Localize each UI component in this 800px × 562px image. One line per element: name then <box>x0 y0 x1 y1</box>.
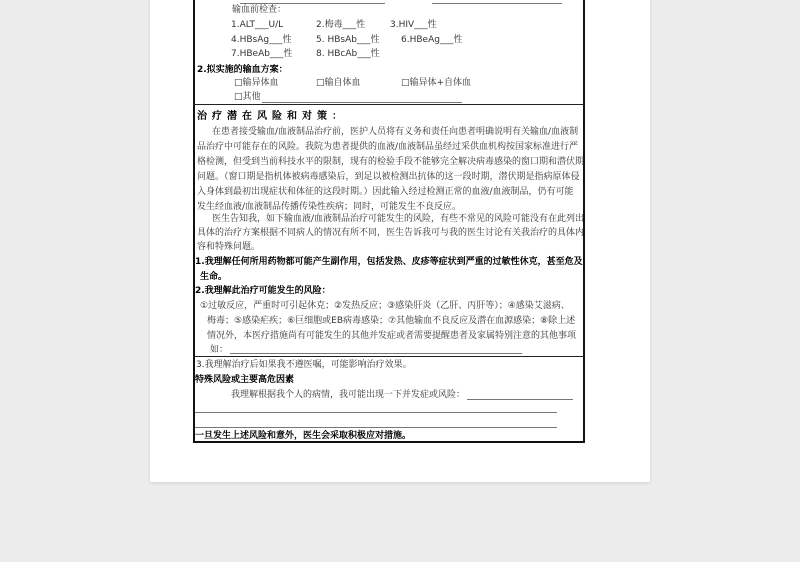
special-title: 特殊风险或主要高危因素 <box>195 375 295 385</box>
test-syphilis: 2.梅毒___性 <box>316 20 366 30</box>
test-hbeag: 6.HBeAg___性 <box>401 35 463 45</box>
blank-line <box>195 412 557 413</box>
item2-line: 如： <box>210 345 229 355</box>
risk-para1-line: 品治疗中可能存在的风险。我院为患者提供的血液/血液制品虽经过采供血机构按国家标准进行严 <box>197 142 579 152</box>
plan-option-autologous[interactable]: □输自体血 <box>316 78 361 88</box>
item3: 3.我理解治疗后如果我不遵医嘱，可能影响治疗效果。 <box>196 360 412 370</box>
special-footer: 一旦发生上述风险和意外，医生会采取积极应对措施。 <box>195 431 412 441</box>
blank-line <box>230 353 522 354</box>
special-text: 我理解根据我个人的病情，我可能出现一下并发症或风险： <box>231 390 466 400</box>
blank-line <box>467 399 573 400</box>
plan-option-both[interactable]: □输异体+自体血 <box>401 78 472 88</box>
plan-option-allogeneic[interactable]: □输异体血 <box>234 78 279 88</box>
test-hbsag: 4.HBsAg___性 <box>231 35 292 45</box>
item2-title: 2.我理解此治疗可能发生的风险： <box>195 286 331 296</box>
item2-line: 梅毒；⑤感染疟疾；⑥巨细胞或EB病毒感染；⑦其他输血不良反应及潜在血源感染；⑧除上述 <box>207 316 576 326</box>
plan-option-other[interactable]: □其他 <box>234 92 261 102</box>
item1-line: 1.我理解任何所用药物都可能产生副作用，包括发热、皮疹等症状到严重的过敏性休克，甚至危及 <box>195 257 583 267</box>
test-hbeab: 7.HBeAb___性 <box>231 49 293 59</box>
risk-heading: 治疗潜在风险和对策： <box>197 111 347 122</box>
item2-line: 情况外，本医疗措施尚有可能发生的其他并发症或者需要提醒患者及家属特别注意的其他事项 <box>207 331 577 341</box>
pretest-label: 输血前检查： <box>232 5 287 15</box>
plan-title: 2.拟实施的输血方案： <box>197 65 288 75</box>
row-divider <box>193 104 585 105</box>
test-hbsab: 5. HBsAb___性 <box>316 35 380 45</box>
other-blank-line <box>262 102 462 103</box>
item1-line: 生命。 <box>200 272 228 282</box>
risk-para2-line: 医生告知我，如下输血液/血液制品治疗可能发生的风险，有些不常见的风险可能没有在此列出 <box>212 214 585 224</box>
blank-line <box>432 3 562 4</box>
risk-para2-line: 具体的治疗方案根据不同病人的情况有所不同，医生告诉我可与我的医生讨论有关我治疗的具体内 <box>197 228 585 238</box>
risk-para1-line: 问题。（窗口期是指机体被病毒感染后，到足以被检测出抗体的这一段时期，潜伏期是指病原体侵 <box>197 172 580 182</box>
test-alt: 1.ALT___U/L <box>231 20 284 30</box>
test-hbcab: 8. HBcAb___性 <box>316 49 380 59</box>
item2-line: ①过敏反应，严重时可引起休克；②发热反应；③感染肝炎（乙肝、丙肝等）；④感染艾滋病、 <box>200 301 570 311</box>
risk-para1-line: 在患者接受输血/血液制品治疗前，医护人员将有义务和责任向患者明确说明有关输血/血液制 <box>212 127 579 137</box>
blank-line <box>195 427 557 428</box>
risk-para1-line: 入身体到最初出现症状和体征的这段时期。）因此输入经过检测正常的血液/血液制品，仍有可能 <box>197 187 574 197</box>
blank-line <box>240 3 385 4</box>
risk-para2-line: 容和特殊问题。 <box>197 242 261 252</box>
test-hiv: 3.HIV___性 <box>390 20 437 30</box>
row-divider <box>193 356 585 357</box>
risk-para1-line: 格检测，但受到当前科技水平的限制，现有的检验手段不能够完全解决病毒感染的窗口期和潜伏期 <box>197 157 585 167</box>
risk-para1-line: 发生经血液/血液制品传播传染性疾病；同时，可能发生不良反应。 <box>197 202 462 212</box>
